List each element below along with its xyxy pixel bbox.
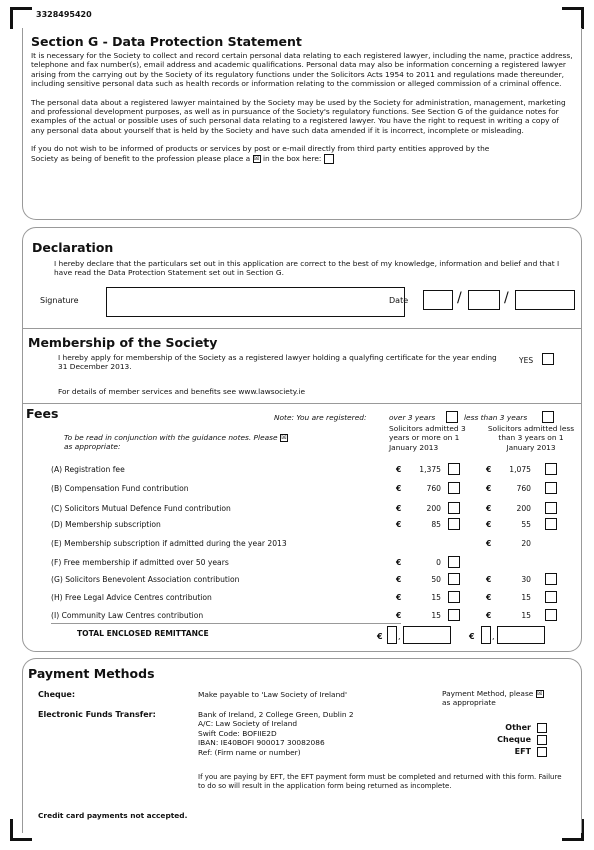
currency-symbol: € (486, 539, 492, 548)
fee-amount-col2: 760 (516, 484, 531, 493)
total-rule (51, 623, 401, 624)
fee-amount-col2: 1,075 (509, 465, 531, 474)
bank-line: Ref: (Firm name or number) (198, 747, 301, 757)
total-col1-thousands[interactable] (387, 626, 397, 644)
fees-note: Note: You are registered: (274, 413, 367, 422)
declaration-title: Declaration (32, 240, 114, 255)
signature-field[interactable] (106, 287, 405, 317)
fee-col1-checkbox[interactable] (448, 482, 460, 494)
method-text-b: as appropriate (442, 698, 496, 708)
currency-symbol: € (396, 520, 402, 529)
fee-amount-col2: 20 (521, 539, 531, 548)
fee-row (31, 573, 576, 590)
form-id: 3328495420 (36, 10, 92, 19)
currency-symbol: € (486, 465, 492, 474)
currency-symbol: € (396, 575, 402, 584)
date-separator: / (457, 290, 462, 306)
corner-mark-top-right (562, 7, 584, 29)
fee-label: (F) Free membership if admitted over 50 years (51, 558, 229, 567)
currency-symbol: € (486, 520, 492, 529)
currency-symbol: € (486, 504, 492, 513)
cheque-label: Cheque: (38, 690, 76, 699)
date-month-field[interactable] (468, 290, 500, 310)
fee-row (31, 463, 576, 480)
bank-line: IBAN: IE40BOFI 900017 30082086 (198, 738, 325, 748)
fee-amount-col2: 15 (521, 593, 531, 602)
option-other-label: Other (505, 723, 531, 732)
dp-optout-text-a: If you do not wish to be informed of products or services by post or e-mail directly from third party entities approved by the (31, 144, 490, 154)
fee-label: (E) Membership subscription if admitted during the year 2013 (51, 539, 287, 548)
check-mark-icon: ☒ (281, 434, 287, 441)
fee-amount-col1: 200 (426, 504, 441, 513)
currency-symbol: € (469, 632, 475, 641)
fee-col1-checkbox[interactable] (448, 518, 460, 530)
option-eft-label: EFT (514, 747, 531, 756)
fee-label: (G) Solicitors Benevolent Association contribution (51, 575, 240, 584)
fee-amount-col1: 15 (431, 593, 441, 602)
check-mark-icon: ☒ (253, 154, 260, 162)
fees-instructions-a: To be read in conjunction with the guidance notes. Please (64, 433, 278, 442)
fee-col2-checkbox[interactable] (545, 609, 557, 621)
fee-amount-col2: 55 (521, 520, 531, 529)
payment-method-instruction (442, 689, 577, 708)
check-mark-icon: ☒ (537, 690, 543, 697)
fee-row (31, 502, 576, 519)
fee-row (31, 591, 576, 608)
fee-row (31, 556, 576, 573)
fee-col1-checkbox[interactable] (448, 573, 460, 585)
option-other-checkbox[interactable] (537, 723, 547, 733)
fee-label: (A) Registration fee (51, 465, 125, 474)
corner-mark-top-left (10, 7, 32, 29)
fee-col2-checkbox[interactable] (545, 573, 557, 585)
fee-label: (B) Compensation Fund contribution (51, 484, 189, 493)
fee-col1-checkbox[interactable] (448, 556, 460, 568)
currency-symbol: € (396, 465, 402, 474)
dp-paragraph-2: The personal data about a registered lawyer maintained by the Society may be used by the Society for administration, management, marketing and professional development purposes, as well as in pursuance of the Society's regulatory functions. See Section G of the guidance notes for examples of the actual or possible uses of such personal data relating to a registered lawyer. You have the right to request in writing a copy of any personal data about yourself that is held by the Society and have such data amended if it is incorrect, incomplete or misleading. (31, 97, 566, 135)
fee-label: (I) Community Law Centres contribution (51, 611, 204, 620)
date-label: Date (389, 296, 409, 305)
section-g-panel (22, 28, 582, 220)
fee-col2-checkbox[interactable] (545, 502, 557, 514)
signature-label: Signature (40, 296, 79, 305)
currency-symbol: € (396, 611, 402, 620)
option-cheque-label: Cheque (497, 735, 531, 744)
fee-amount-col2: 30 (521, 575, 531, 584)
fees-title: Fees (26, 406, 59, 421)
dp-optout-text-b: Society as being of benefit to the profession please place a (31, 153, 251, 163)
fee-amount-col1: 85 (431, 520, 441, 529)
total-label: TOTAL ENCLOSED REMITTANCE (77, 629, 209, 638)
divider (23, 328, 581, 329)
fees-instructions-b: as appropriate: (64, 442, 121, 452)
opt-out-checkbox[interactable] (324, 154, 334, 164)
membership-yes-checkbox[interactable] (542, 353, 554, 365)
fee-amount-col1: 0 (436, 558, 441, 567)
currency-symbol: € (396, 484, 402, 493)
fee-col1-checkbox[interactable] (448, 502, 460, 514)
bank-line: Bank of Ireland, 2 College Green, Dublin 2 (198, 710, 354, 719)
dp-optout-text-c: in the box here: (262, 153, 322, 163)
fee-col2-checkbox[interactable] (545, 482, 557, 494)
fee-col2-checkbox[interactable] (545, 463, 557, 475)
dp-paragraph-3 (31, 144, 573, 163)
currency-symbol: € (396, 593, 402, 602)
comma: , (492, 632, 495, 641)
comma: , (398, 632, 401, 641)
total-col1-units[interactable] (403, 626, 451, 644)
dp-paragraph-1: It is necessary for the Society to collect and record certain personal data relating to each registered lawyer, including the name, practice address, telephone and fax number(s), email address and academic qualifications. Personal data may also be information concerning a registered lawyer arising from the carrying out by the Society of its regulatory functions under the Solicitors Acts 1954 to 2011 and regulations made thereunder, including sensitive personal data such as health records or information relating to the commission or alleged commission of a criminal offence. (31, 51, 573, 89)
col2-header: Solicitors admitted less than 3 years on 1 January 2013 (487, 424, 575, 452)
bank-line: Swift Code: BOFIIE2D (198, 728, 277, 738)
section-g-title: Section G - Data Protection Statement (31, 34, 302, 49)
date-year-field[interactable] (515, 290, 575, 310)
fee-col1-checkbox[interactable] (448, 609, 460, 621)
membership-title: Membership of the Society (28, 335, 218, 350)
currency-symbol: € (377, 632, 383, 641)
over-3-years-checkbox[interactable] (446, 411, 458, 423)
payment-options-labels (491, 722, 531, 758)
card-note: Credit card payments not accepted. (38, 811, 188, 820)
membership-details: For details of member services and benefits see www.lawsociety.ie (58, 387, 305, 396)
option-eft-checkbox[interactable] (537, 747, 547, 757)
fee-row (31, 537, 576, 554)
bank-details (198, 710, 354, 757)
fee-row (31, 518, 576, 535)
date-separator: / (504, 290, 509, 306)
yes-label: YES (519, 356, 534, 365)
eft-note: If you are paying by EFT, the EFT payment form must be completed and returned with this form. Failure to do so will result in the application form being returned as incomplete. (198, 773, 562, 790)
fee-amount-col2: 15 (521, 611, 531, 620)
currency-symbol: € (486, 593, 492, 602)
less-3-years-label: less than 3 years (464, 413, 528, 422)
less-3-years-checkbox[interactable] (542, 411, 554, 423)
currency-symbol: € (396, 558, 402, 567)
fee-col2-checkbox[interactable] (545, 518, 557, 530)
fee-label: (C) Solicitors Mutual Defence Fund contribution (51, 504, 231, 513)
membership-text: I hereby apply for membership of the Society as a registered lawyer holding a qualyfing certificate for the year ending 31 December 2013. (58, 353, 497, 372)
payment-panel (22, 658, 582, 833)
currency-symbol: € (486, 484, 492, 493)
fee-amount-col1: 50 (431, 575, 441, 584)
option-cheque-checkbox[interactable] (537, 735, 547, 745)
divider (23, 403, 581, 404)
fee-col1-checkbox[interactable] (448, 591, 460, 603)
eft-label: Electronic Funds Transfer: (38, 710, 156, 719)
cheque-text: Make payable to 'Law Society of Ireland' (198, 690, 347, 699)
bank-line: A/C: Law Society of Ireland (198, 719, 298, 729)
currency-symbol: € (486, 611, 492, 620)
col1-header: Solicitors admitted 3 years or more on 1 January 2013 (389, 424, 466, 452)
fee-amount-col1: 15 (431, 611, 441, 620)
fee-amount-col1: 1,375 (419, 465, 441, 474)
currency-symbol: € (486, 575, 492, 584)
method-text-a: Payment Method, please (442, 689, 534, 698)
total-col2-units[interactable] (497, 626, 545, 644)
over-3-years-label: over 3 years (389, 413, 436, 422)
date-day-field[interactable] (423, 290, 453, 310)
declaration-text: I hereby declare that the particulars set out in this application are correct to the best of my knowledge, information and belief and that I have read the Data Protection Statement set out in Section G. (54, 259, 560, 278)
fee-label: (D) Membership subscription (51, 520, 161, 529)
total-col2-thousands[interactable] (481, 626, 491, 644)
fee-amount-col2: 200 (516, 504, 531, 513)
fee-col1-checkbox[interactable] (448, 463, 460, 475)
declaration-panel (22, 227, 582, 652)
currency-symbol: € (396, 504, 402, 513)
fee-col2-checkbox[interactable] (545, 591, 557, 603)
fees-instructions (64, 433, 288, 452)
payment-title: Payment Methods (28, 666, 155, 681)
fee-label: (H) Free Legal Advice Centres contribution (51, 593, 212, 602)
fee-row (31, 482, 576, 499)
fee-amount-col1: 760 (426, 484, 441, 493)
